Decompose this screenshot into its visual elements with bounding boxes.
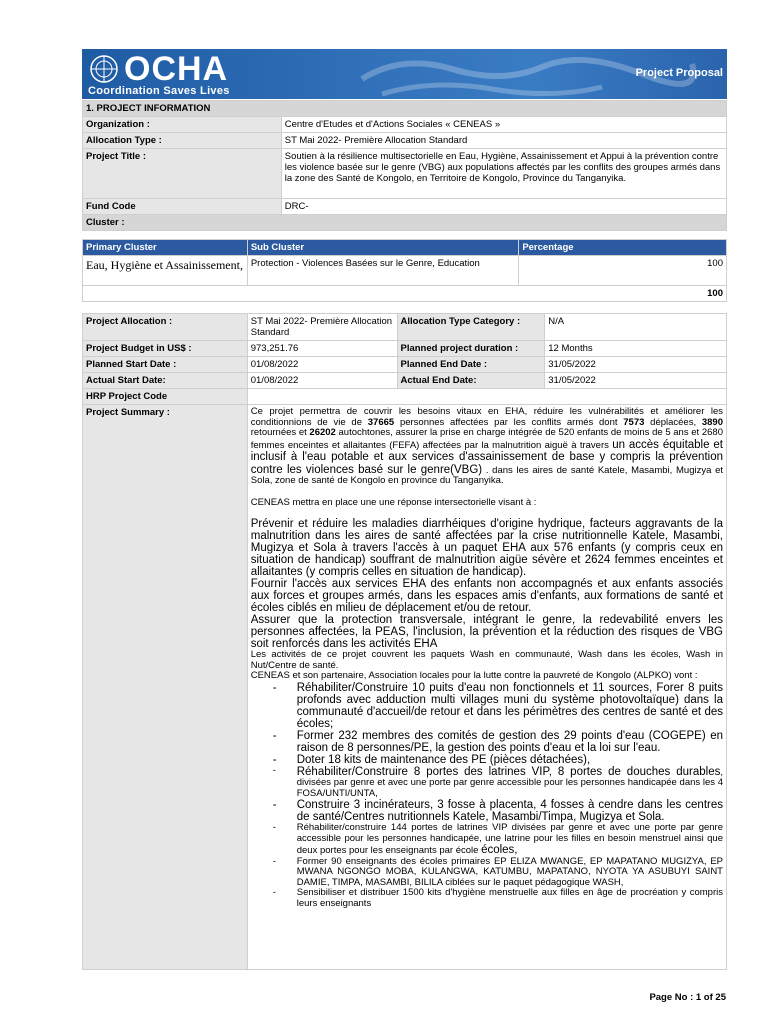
- sub-cluster-value: Protection - Violences Basées sur le Genre, Education: [247, 256, 519, 286]
- allocation-category-value: N/A: [545, 314, 727, 341]
- project-information-table: [82, 100, 727, 231]
- organization-value: Centre d'Etudes et d'Actions Sociales « CENEAS »: [281, 117, 726, 133]
- ocha-banner: [82, 49, 727, 99]
- list-item: - Former 232 membres des comités de gestion des 29 points d'eau (COGEPE) en raison de 8 personnes/PE, la gestion des points d'eau et la loi sur l'eau.: [272, 729, 723, 754]
- allocation-type-value: ST Mai 2022- Première Allocation Standard: [281, 133, 726, 149]
- list-item: - Former 90 enseignants des écoles primaires EP ELIZA MWANGE, EP MAPATANO MUGIZYA, EP MWANA NGONGO MOBA, KULANGWA, KATUMBU, MAPATANO, NYOTA YA ASUBUYI SAINT DAMIE, TIMPA, MASAMBI, BILILA ciblées sur le paquet pédagogique WASH,: [272, 855, 723, 888]
- project-allocation-label: Project Allocation :: [83, 314, 248, 341]
- project-title-value: Soutien à la résilience multisectorielle en Eau, Hygiène, Assainissement et Appui à la prévention contre les violence basée sur le genre (VBG) aux populations affectés par les conflits des groupes armés dans la zone des Santé de Kongolo, en Territoire de Kongolo, Province du Tanganyika.: [281, 149, 726, 199]
- sub-cluster-header: Sub Cluster: [247, 240, 519, 256]
- cluster-table: [82, 239, 727, 302]
- organization-label: Organization :: [83, 117, 282, 133]
- duration-value: 12 Months: [545, 341, 727, 357]
- page-number: Page No : 1 of 25: [649, 992, 726, 1003]
- planned-end-label: Planned End Date :: [397, 357, 545, 373]
- actual-start-label: Actual Start Date:: [83, 373, 248, 389]
- list-item: - Construire 3 incinérateurs, 3 fosse à placenta, 4 fosses à cendre dans les centres de santé/Centres nutritionnels Katele, Masambi/Timpa, Mugizya et Sola.: [272, 799, 723, 823]
- summary-response-intro: CENEAS mettra en place une une réponse intersectorielle visant à :: [250, 496, 537, 508]
- document-type: Project Proposal: [635, 67, 723, 79]
- planned-start-label: Planned Start Date :: [83, 357, 248, 373]
- actual-end-label: Actual End Date:: [397, 373, 545, 389]
- un-emblem-icon: [88, 53, 120, 85]
- ocha-tagline: Coordination Saves Lives: [88, 85, 230, 97]
- planned-start-value: 01/08/2022: [247, 357, 397, 373]
- budget-value: 973,251.76: [247, 341, 397, 357]
- project-allocation-value: ST Mai 2022- Première Allocation Standard: [247, 314, 397, 341]
- list-item: - Réhabiliter/construire 144 portes de latrines VIP divisées par genre et avec une porte par genre accessible pour les personnes handicapée, une latrine pour les filles en besoin menstruel ainsi que deux portes pour les enseignants par école écoles,: [272, 822, 723, 856]
- ocha-logo-text: OCHA: [124, 50, 229, 88]
- list-item: - Sensibiliser et distribuer 1500 kits d'hygiène menstruelle aux filles en âge de procréation y compris leurs enseignants: [272, 887, 723, 909]
- project-details-table: [82, 313, 727, 970]
- percentage-value: 100: [519, 256, 727, 286]
- primary-cluster-header: Primary Cluster: [83, 240, 248, 256]
- percentage-header: Percentage: [519, 240, 727, 256]
- hrp-code-value: [247, 389, 726, 405]
- list-item: - Réhabiliter/Construire 8 portes des latrines VIP, 8 portes de douches durables, divisées par genre et avec une porte par genre accessible pour les personnes handicapée dans les 4 FOSA/UNTI/UNTA,: [272, 764, 723, 799]
- percentage-total: 100: [83, 286, 727, 302]
- summary-packages: Les activités de ce projet couvrent les paquets Wash en communauté, Wash dans les écoles, Wash in Nut/Centre de santé.: [250, 649, 723, 671]
- cluster-heading: Cluster :: [83, 215, 727, 231]
- fund-code-label: Fund Code: [83, 199, 282, 215]
- allocation-type-label: Allocation Type :: [83, 133, 282, 149]
- summary-partner: CENEAS et son partenaire, Association locales pour la lutte contre la pauvreté de Kongolo (ALPKO) vont :: [250, 670, 698, 681]
- project-summary-text: [247, 405, 726, 970]
- objective-2: Fournir l'accès aux services EHA des enfants non accompagnés et aux enfants associés aux forces et groupes armés, dans les espaces amis d'enfants, aux formations de santé et écoles ciblés en milieu de déplacement et/ou de retour.: [250, 578, 723, 614]
- fund-code-value: DRC-: [281, 199, 726, 215]
- actual-end-value: 31/05/2022: [545, 373, 727, 389]
- activity-list: [251, 682, 723, 910]
- primary-cluster-value: Eau, Hygiène et Assainissement,: [83, 256, 248, 286]
- list-item: - Réhabiliter/Construire 10 puits d'eau non fonctionnels et 11 sources, Forer 8 puits profonds avec adduction multi villages muni du système photovoltaïque) dans la communauté d'accueil/de retour et dans les périmètres des centres de santé et des écoles;: [272, 681, 723, 730]
- allocation-category-label: Allocation Type Category :: [397, 314, 545, 341]
- section-heading: 1. PROJECT INFORMATION: [83, 101, 727, 117]
- objective-1: Prévenir et réduire les maladies diarrhéiques d'origine hydrique, facteurs aggravants de la malnutrition dans les aires de santé affectées par la crise nutritionnelle Katele, Masambi, Mugizya et Sola à travers l'accès à un paquet EHA aux 576 enfants (y compris ceux en situation de handicap) souffrant de malnutrition aigüe sévère et 2624 femmes enceintes et allaitantes (y compris celles en situation de handicap).: [250, 518, 723, 578]
- planned-end-value: 31/05/2022: [545, 357, 727, 373]
- list-item: - Doter 18 kits de maintenance des PE (pièces détachées),: [272, 753, 591, 766]
- actual-start-value: 01/08/2022: [247, 373, 397, 389]
- hrp-code-label: HRP Project Code: [83, 389, 248, 405]
- project-title-label: Project Title :: [83, 149, 282, 199]
- project-summary-label: Project Summary :: [83, 405, 248, 970]
- budget-label: Project Budget in US$ :: [83, 341, 248, 357]
- duration-label: Planned project duration :: [397, 341, 545, 357]
- objective-3: Assurer que la protection transversale, intégrant le genre, la redevabilité envers les personnes affectées, la PEAS, l'inclusion, la prévention et la réduction des risques de VBG soit renforcés dans les activités EHA: [250, 614, 723, 650]
- summary-intro: Ce projet permettra de couvrir les besoins vitaux en EHA, réduire les vulnérabilités et améliorer les conditionnions de vie de 37665 personnes affectées par les conflits armés dont 7573 déplacées, 3890 retournées et 26202 autochtones, assurer la prise en charge intégrée de 520 enfants de moins de 5 ans et 2680 femmes enceintes et allaitantes (FEFA) affectées par la malnutrition aiguë à travers un accès équitable et inclusif à l'eau potable et aux services d'assainissement de base y compris la prévention contre les violences basé sur le genre(VBG) . dans les aires de santé Katele, Masambi, Mugizya et Sola, zone de santé de Kongolo en province du Tanganyika.: [250, 406, 723, 486]
